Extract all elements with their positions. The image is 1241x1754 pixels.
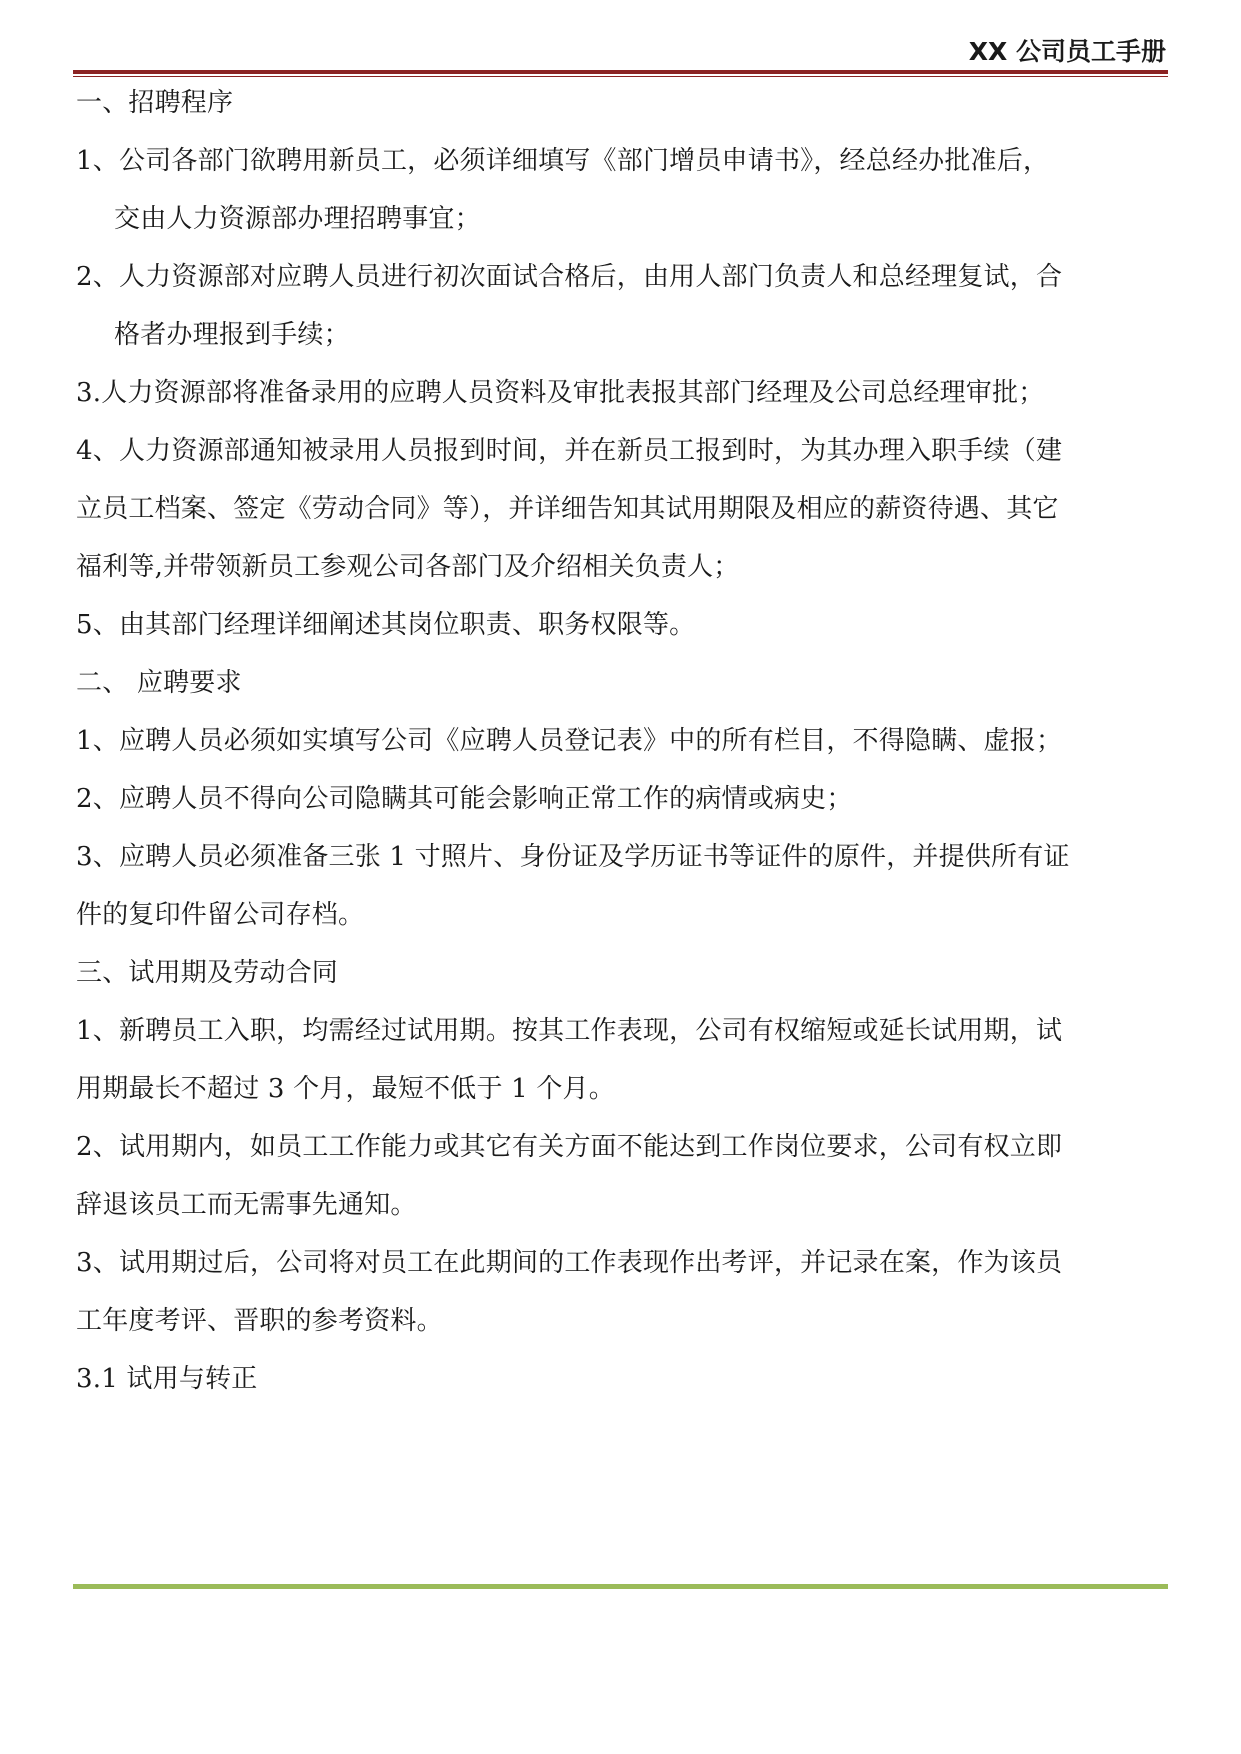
footer-divider xyxy=(73,1584,1168,1589)
paragraph-line: 1、应聘人员必须如实填写公司《应聘人员登记表》中的所有栏目，不得隐瞒、虚报； xyxy=(76,726,1063,756)
paragraph-line: 2、人力资源部对应聘人员进行初次面试合格后，由用人部门负责人和总经理复试，合 xyxy=(76,262,1063,292)
section-heading: 三、试用期及劳动合同 xyxy=(76,958,339,988)
paragraph-line: 2、试用期内，如员工工作能力或其它有关方面不能达到工作岗位要求，公司有权立即 xyxy=(76,1132,1063,1162)
paragraph-line: 3、应聘人员必须准备三张 1 寸照片、身份证及学历证书等证件的原件，并提供所有证 xyxy=(76,842,1070,872)
paragraph-line: 立员工档案、签定《劳动合同》等），并详细告知其试用期限及相应的薪资待遇、其它 xyxy=(76,494,1059,524)
section-heading: 二、 应聘要求 xyxy=(76,668,242,698)
paragraph-line: 工年度考评、晋职的参考资料。 xyxy=(76,1306,443,1336)
section-heading: 一、招聘程序 xyxy=(76,88,234,118)
paragraph-line: 格者办理报到手续； xyxy=(114,320,350,350)
paragraph-line: 1、公司各部门欲聘用新员工，必须详细填写《部门增员申请书》，经总经办批准后， xyxy=(76,146,1050,176)
paragraph-line: 交由人力资源部办理招聘事宜； xyxy=(114,204,481,234)
paragraph-line: 件的复印件留公司存档。 xyxy=(76,900,365,930)
header-divider xyxy=(73,70,1168,74)
paragraph-line: 4、人力资源部通知被录用人员报到时间，并在新员工报到时，为其办理入职手续（建 xyxy=(76,436,1063,466)
document-title: XX 公司员工手册 xyxy=(968,37,1166,66)
header-divider-thin xyxy=(73,76,1168,77)
paragraph-line: 用期最长不超过 3 个月，最短不低于 1 个月。 xyxy=(76,1074,615,1104)
subsection-heading: 3.1 试用与转正 xyxy=(76,1364,258,1394)
paragraph-line: 1、新聘员工入职，均需经过试用期。按其工作表现，公司有权缩短或延长试用期，试 xyxy=(76,1016,1063,1046)
paragraph-line: 3、试用期过后，公司将对员工在此期间的工作表现作出考评，并记录在案，作为该员 xyxy=(76,1248,1063,1278)
paragraph-line: 2、应聘人员不得向公司隐瞒其可能会影响正常工作的病情或病史； xyxy=(76,784,853,814)
paragraph-line: 3.人力资源部将准备录用的应聘人员资料及审批表报其部门经理及公司总经理审批； xyxy=(76,378,1045,408)
paragraph-line: 5、由其部门经理详细阐述其岗位职责、职务权限等。 xyxy=(76,610,696,640)
paragraph-line: 辞退该员工而无需事先通知。 xyxy=(76,1190,417,1220)
paragraph-line: 福利等,并带领新员工参观公司各部门及介绍相关负责人； xyxy=(76,552,740,582)
